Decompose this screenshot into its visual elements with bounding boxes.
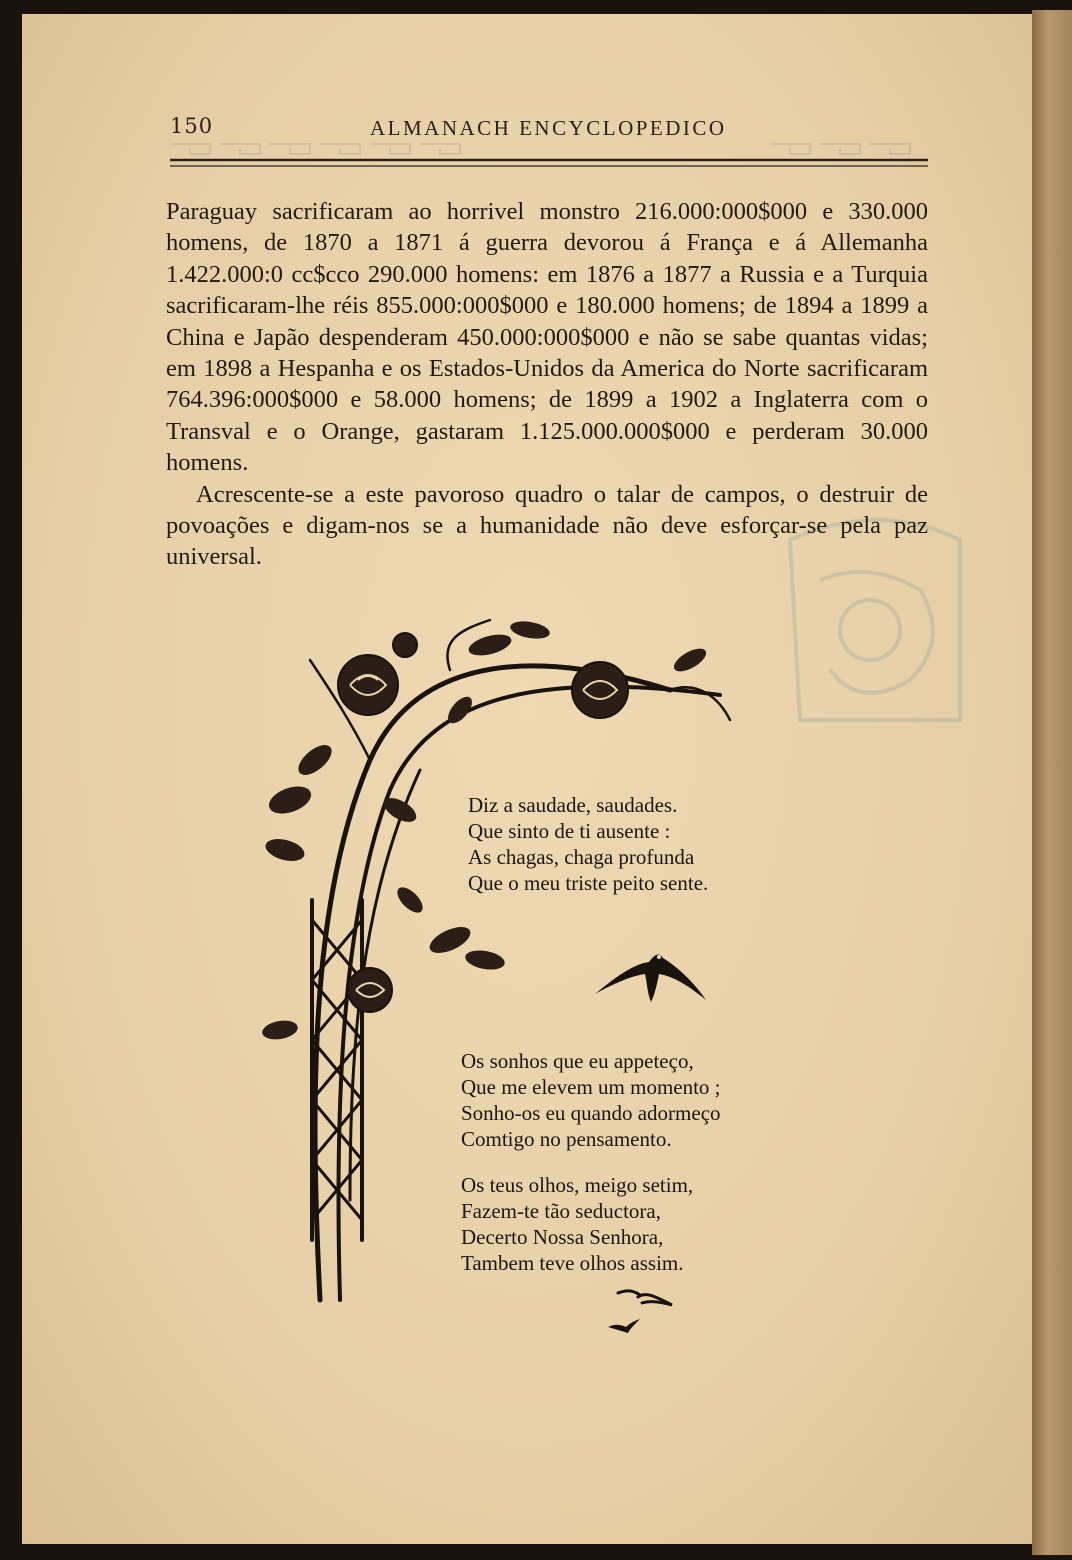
verse-line: Decerto Nossa Senhora,: [461, 1225, 664, 1249]
running-title: ALMANACH ENCYCLOPEDICO: [370, 116, 727, 140]
verse-line: Comtigo no pensamento.: [461, 1127, 672, 1151]
verse-line: Os sonhos que eu appeteço,: [461, 1049, 694, 1073]
verse-line: Que me elevem um momento ;: [461, 1075, 721, 1099]
small-birds-icon: [600, 1283, 680, 1343]
prose-text: [166, 196, 928, 573]
paragraph-war-costs: Paraguay sacrificaram ao horrivel monstro 216.000:000$000 e 330.000 homens, de 1870 a 1871 á guerra devorou á França e á Allemanha 1.422.000:0 cc$cco 290.000 homens: em 1876 a 1877 a Russia e a Turquia sacrificaram-lhe réis 855.000:000$000 e 180.000 homens; de 1894 a 1899 a China e Japão despenderam 450.000:000$000 e não se sabe quantas vidas; em 1898 a Hespanha e os Estados-Unidos da America do Norte sacrificaram 764.396:000$000 e 58.000 homens; de 1899 a 1902 a Inglaterra com o Transval e o Orange, gastaram 1.125.000.000$000 e perderam 30.000 homens.: [166, 198, 928, 477]
adjacent-page-edge: [1032, 10, 1072, 1555]
swallow-icon: [593, 944, 708, 1009]
poem-stanza-1: [468, 792, 708, 896]
paragraph-universal-peace: Acrescente-se a este pavoroso quadro o talar de campos, o destruir de povoações e digam-nos se a humanidade não deve esforçar-se pela paz universal.: [166, 480, 928, 571]
greek-key-header-border: [170, 140, 928, 172]
page-number: 150: [170, 114, 214, 138]
verse-line: Sonho-os eu quando adormeço: [461, 1101, 721, 1125]
poem-stanza-2: [461, 1048, 721, 1152]
verse-line: Que sinto de ti ausente :: [468, 819, 671, 843]
poem-stanza-3: [461, 1172, 693, 1276]
verse-line: Fazem-te tão seductora,: [461, 1199, 661, 1223]
verse-line: Tambem teve olhos assim.: [461, 1251, 684, 1275]
verse-line: Os teus olhos, meigo setim,: [461, 1173, 694, 1197]
verse-line: As chagas, chaga profunda: [468, 845, 695, 869]
verse-line: Diz a saudade, saudades.: [468, 793, 678, 817]
verse-line: Que o meu triste peito sente.: [468, 871, 709, 895]
